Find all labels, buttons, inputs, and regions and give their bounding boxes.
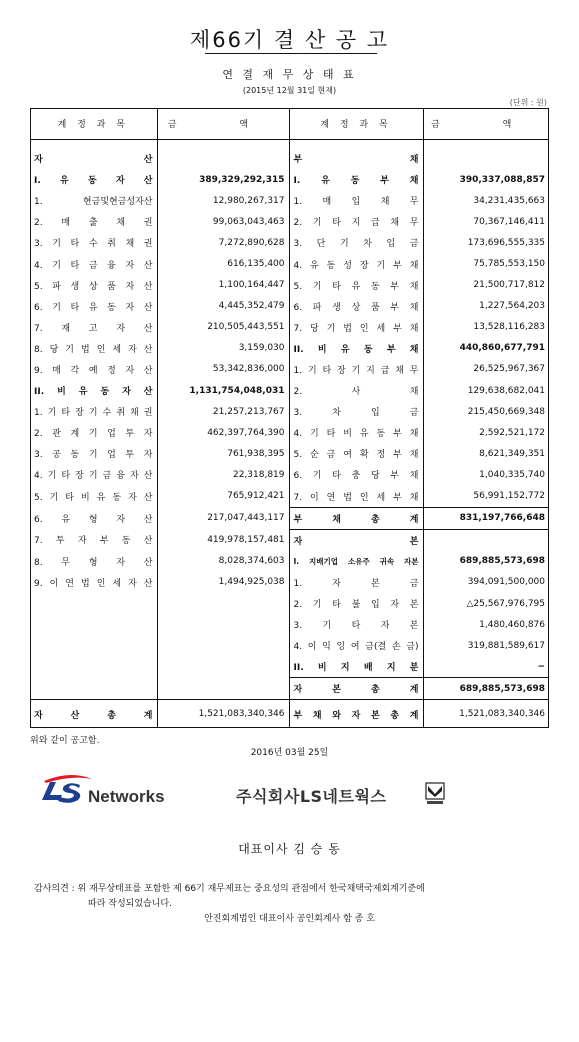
right-account-name: 4. 유 동 성 장 기 부 채 xyxy=(289,253,423,274)
left-account-amount: 53,342,836,000 xyxy=(157,359,289,380)
left-account-amount: 12,980,267,317 xyxy=(157,190,289,211)
table-row xyxy=(30,190,549,211)
left-account-name: 2. 관 계 기 업 투 자 xyxy=(30,422,157,443)
left-account-name xyxy=(30,678,157,700)
header-left-amount: 금 액 xyxy=(157,108,289,140)
table-row xyxy=(30,614,549,635)
right-account-amount: 1,040,335,740 xyxy=(479,469,545,480)
left-account-amount xyxy=(157,614,289,635)
right-account-amount: 26,525,967,367 xyxy=(473,364,545,375)
right-account-amount: 319,881,589,617 xyxy=(467,640,545,651)
table-row xyxy=(30,232,549,253)
right-account-name: 6. 파 생 상 품 부 채 xyxy=(289,296,423,317)
left-account-amount: 389,329,292,315 xyxy=(157,169,289,190)
table-row xyxy=(30,656,549,678)
page-title: 제66기 결 산 공 고 xyxy=(189,28,390,52)
left-account-amount: 99,063,043,463 xyxy=(157,211,289,232)
right-account-amount: − xyxy=(537,661,545,672)
left-account-amount xyxy=(157,656,289,678)
total-assets-label: 자 산 총 계 xyxy=(30,700,157,729)
table-header-row xyxy=(30,108,549,140)
left-account-name xyxy=(30,614,157,635)
right-account-name: 자 본 xyxy=(289,529,423,551)
left-account-name: 5. 파 생 상 품 자 산 xyxy=(30,275,157,296)
left-account-amount: 8,028,374,603 xyxy=(157,551,289,572)
right-account-name: I. 지배기업 소유주 귀속 자본 xyxy=(289,551,423,572)
table-row xyxy=(30,359,549,380)
statement-date: (2015년 12월 31일 현재) xyxy=(242,86,337,95)
right-account-name: 1. 자 본 금 xyxy=(289,572,423,593)
left-account-name: 7. 재 고 자 산 xyxy=(30,317,157,338)
left-account-name: 7. 투 자 부 동 산 xyxy=(30,529,157,551)
left-account-name: 9. 매 각 예 정 자 산 xyxy=(30,359,157,380)
right-account-amount: 689,885,573,698 xyxy=(459,556,545,567)
left-account-amount: 7,272,890,628 xyxy=(157,232,289,253)
right-account-amount: 173,696,555,335 xyxy=(467,237,545,248)
left-account-amount: 4,445,352,479 xyxy=(157,296,289,317)
table-row xyxy=(30,296,549,317)
table-row xyxy=(30,338,549,359)
left-account-amount xyxy=(157,678,289,700)
left-account-name: 4. 기 타 금 융 자 산 xyxy=(30,253,157,274)
balance-sheet-table xyxy=(30,108,549,728)
left-account-name: 3. 공 동 기 업 투 자 xyxy=(30,443,157,464)
right-account-amount: 75,785,553,150 xyxy=(473,259,545,270)
left-account-name: 1. 기 타 장 기 수 취 채 권 xyxy=(30,401,157,422)
table-row xyxy=(30,572,549,593)
right-account-name: 5. 기 타 유 동 부 채 xyxy=(289,275,423,296)
right-account-name: 6. 기 타 충 당 부 채 xyxy=(289,464,423,485)
table-row xyxy=(30,253,549,274)
right-account-amount: 1,227,564,203 xyxy=(479,301,545,312)
title-underline xyxy=(205,53,377,54)
left-account-amount xyxy=(157,635,289,656)
right-account-amount: 34,231,435,663 xyxy=(473,195,545,206)
table-row xyxy=(30,211,549,232)
right-account-name: 2. 기 타 불 입 자 본 xyxy=(289,593,423,614)
left-account-amount: 462,397,764,390 xyxy=(157,422,289,443)
right-account-name: 부 채 xyxy=(289,148,423,169)
table-row xyxy=(30,635,549,656)
table-row xyxy=(30,464,549,485)
right-account-amount: 440,860,677,791 xyxy=(459,343,545,354)
right-account-amount: 394,091,500,000 xyxy=(467,577,545,588)
right-account-name: 7. 이 연 법 인 세 부 채 xyxy=(289,486,423,508)
right-account-name: 4. 기 타 비 유 동 부 채 xyxy=(289,422,423,443)
left-account-name xyxy=(30,656,157,678)
right-account-amount: 1,480,460,876 xyxy=(479,619,545,630)
left-account-name: 4. 기 타 장 기 금 융 자 산 xyxy=(30,464,157,485)
table-row xyxy=(30,380,549,401)
left-account-amount: 21,257,213,767 xyxy=(157,401,289,422)
left-account-name: 6. 유 형 자 산 xyxy=(30,507,157,529)
right-account-name: 5. 순 금 여 확 정 부 채 xyxy=(289,443,423,464)
table-row xyxy=(30,148,549,169)
total-row xyxy=(30,700,549,729)
left-account-amount xyxy=(157,148,289,169)
ls-networks-logo xyxy=(40,772,175,808)
right-account-name: 부 채 총 계 xyxy=(289,507,423,529)
right-account-amount: 689,885,573,698 xyxy=(423,678,549,700)
left-account-amount: 210,505,443,551 xyxy=(157,317,289,338)
right-account-name: II. 비 지 배 지 분 xyxy=(289,656,423,678)
right-account-amount xyxy=(423,148,549,169)
left-account-amount: 1,100,164,447 xyxy=(157,275,289,296)
header-right-account: 계 정 과 목 xyxy=(289,108,423,140)
table-row xyxy=(30,275,549,296)
left-account-name: 3. 기 타 수 취 채 권 xyxy=(30,232,157,253)
right-account-name: II. 비 유 동 부 채 xyxy=(289,338,423,359)
right-account-name: 4. 이 익 잉 여 금(결 손 금) xyxy=(289,635,423,656)
table-row xyxy=(30,486,549,508)
unit-label: (단위 : 원) xyxy=(509,98,547,107)
notice-date: 2016년 03월 25일 xyxy=(250,748,329,758)
notice-text: 위와 같이 공고함. xyxy=(30,736,100,746)
table-row xyxy=(30,529,549,551)
left-account-amount: 3,159,030 xyxy=(157,338,289,359)
right-account-name: 1. 매 입 채 무 xyxy=(289,190,423,211)
right-account-amount: 8,621,349,351 xyxy=(479,448,545,459)
right-account-name: 1. 기 타 장 기 지 급 채 무 xyxy=(289,359,423,380)
table-row xyxy=(30,551,549,572)
audit-opinion: 감사의견 : 위 재무상태표를 포함한 제 66기 재무제표는 중요성의 관점에서 한국채택국제회계기준에 xyxy=(34,884,425,894)
audit-opinion-cont: 따라 작성되었습니다. xyxy=(88,899,172,909)
left-account-amount: 765,912,421 xyxy=(157,486,289,508)
right-account-name: 자 본 총 계 xyxy=(289,678,423,700)
representative: 대표이사 김 승 동 xyxy=(238,842,341,856)
table-row xyxy=(30,507,549,529)
right-account-name: 7. 당 기 법 인 세 부 채 xyxy=(289,317,423,338)
left-account-amount: 1,494,925,038 xyxy=(157,572,289,593)
table-row xyxy=(30,317,549,338)
left-account-name: 8. 무 형 자 산 xyxy=(30,551,157,572)
right-account-amount: 70,367,146,411 xyxy=(473,216,545,227)
svg-text:Networks: Networks xyxy=(88,787,165,806)
left-account-amount: 616,135,400 xyxy=(157,253,289,274)
left-account-amount: 22,318,819 xyxy=(157,464,289,485)
left-account-name: 자 산 xyxy=(30,148,157,169)
left-account-name: 2. 매 출 채 권 xyxy=(30,211,157,232)
left-account-name: 6. 기 타 유 동 자 산 xyxy=(30,296,157,317)
table-row xyxy=(30,443,549,464)
right-account-name: 3. 차 입 금 xyxy=(289,401,423,422)
right-account-name: 2. 사 채 xyxy=(289,380,423,401)
left-account-name xyxy=(30,593,157,614)
right-account-amount: 215,450,669,348 xyxy=(467,406,545,417)
right-account-name: 3. 단 기 차 입 금 xyxy=(289,232,423,253)
header-spacer xyxy=(30,140,549,149)
total-liabilities-equity-amount: 1,521,083,340,346 xyxy=(423,700,549,729)
left-account-name: 9. 이 연 법 인 세 자 산 xyxy=(30,572,157,593)
left-account-name: II. 비 유 동 자 산 xyxy=(30,380,157,401)
table-row xyxy=(30,593,549,614)
right-account-amount: 390,337,088,857 xyxy=(459,174,545,185)
left-account-amount: 761,938,395 xyxy=(157,443,289,464)
header-right-amount: 금 액 xyxy=(423,108,549,140)
table-row xyxy=(30,422,549,443)
left-account-name: 1. 현금및현금성자산 xyxy=(30,190,157,211)
total-liabilities-equity-label: 부 채 와 자 본 총 계 xyxy=(289,700,423,729)
table-row xyxy=(30,678,549,700)
left-account-name: 8. 당 기 법 인 세 자 산 xyxy=(30,338,157,359)
right-account-amount: 831,197,766,648 xyxy=(423,507,549,529)
left-account-name: 5. 기 타 비 유 동 자 산 xyxy=(30,486,157,508)
right-account-name: 2. 기 타 지 급 채 무 xyxy=(289,211,423,232)
left-account-amount: 419,978,157,481 xyxy=(157,529,289,551)
company-name: 주식회사LS네트웍스 xyxy=(236,787,387,806)
right-account-amount: 56,991,152,772 xyxy=(473,491,545,502)
table-row xyxy=(30,401,549,422)
header-left-account: 계 정 과 목 xyxy=(30,108,157,140)
left-account-amount: 1,131,754,048,031 xyxy=(157,380,289,401)
left-account-amount xyxy=(157,593,289,614)
left-account-name xyxy=(30,635,157,656)
right-account-name: I. 유 동 부 채 xyxy=(289,169,423,190)
left-account-amount: 217,047,443,117 xyxy=(157,507,289,529)
total-assets-amount: 1,521,083,340,346 xyxy=(157,700,289,729)
statement-subtitle: 연 결 재 무 상 태 표 xyxy=(222,68,357,81)
right-account-amount xyxy=(423,529,549,551)
left-account-name: I. 유 동 자 산 xyxy=(30,169,157,190)
company-seal-icon xyxy=(425,782,445,806)
right-account-amount: 13,528,116,283 xyxy=(473,322,545,333)
right-account-amount: 21,500,717,812 xyxy=(473,280,545,291)
right-account-name: 3. 기 타 자 본 xyxy=(289,614,423,635)
table-row xyxy=(30,169,549,190)
right-account-amount: 2,592,521,172 xyxy=(479,427,545,438)
auditor-signature: 안진회계법인 대표이사 공인회계사 함 종 호 xyxy=(204,914,375,924)
right-account-amount: 129,638,682,041 xyxy=(467,385,545,396)
right-account-amount: △25,567,976,795 xyxy=(466,598,545,609)
